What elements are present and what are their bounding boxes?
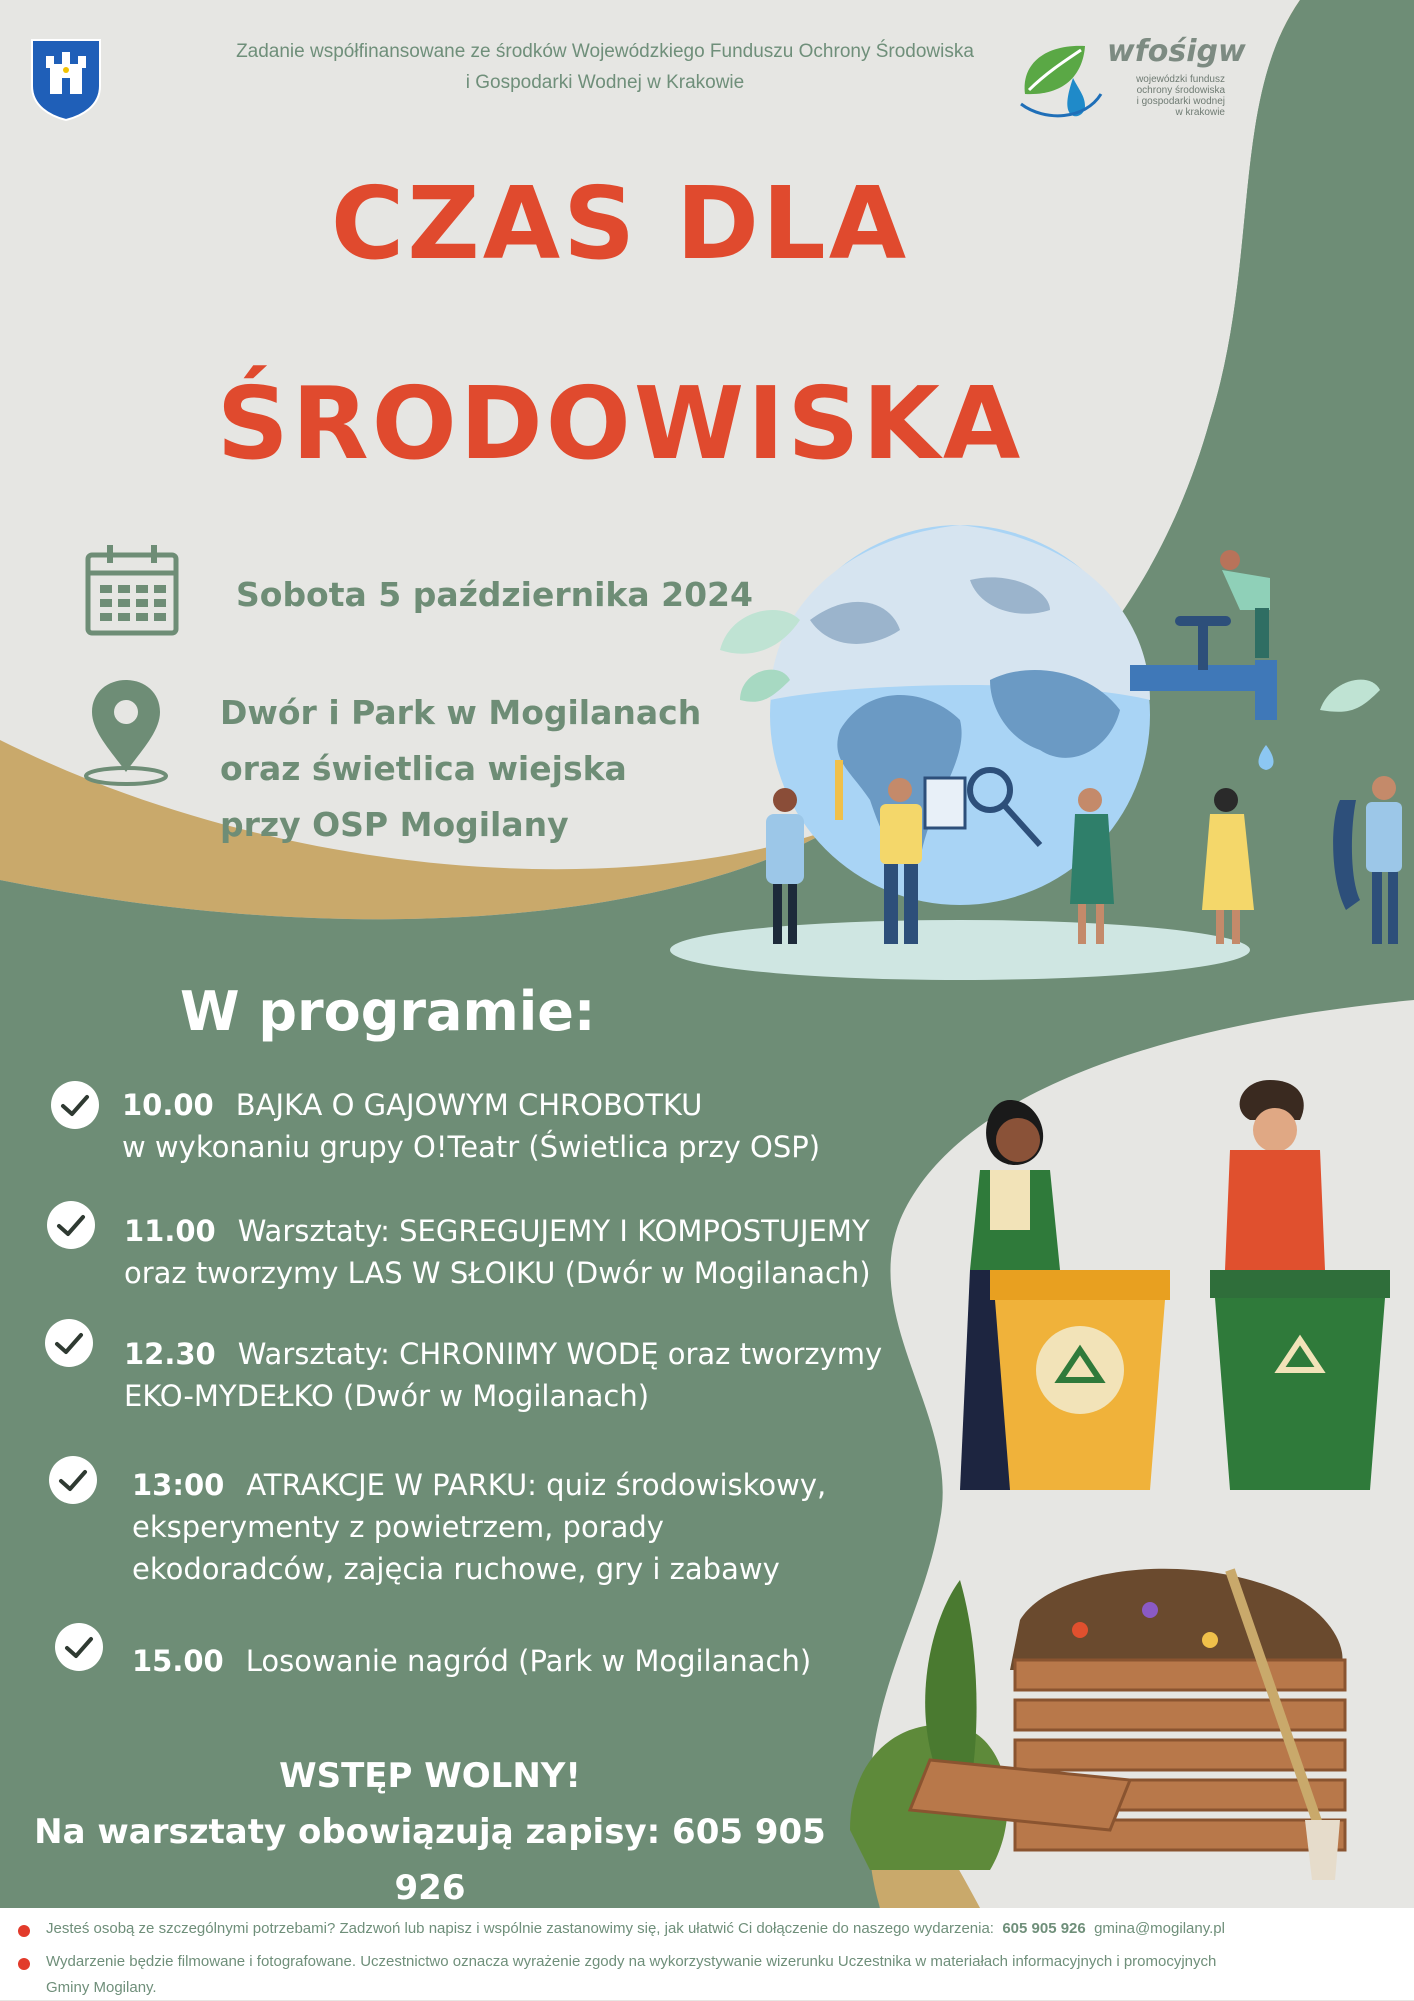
- check-icon: [50, 1080, 100, 1130]
- footer-phone: 605 905 926: [1002, 1920, 1086, 1937]
- program-item: 15.00 Losowanie nagród (Park w Mogilanach): [132, 1644, 812, 1678]
- registration-phone: Na warsztaty obowiązują zapisy: 605 905 926: [34, 1812, 826, 1908]
- free-entry: WSTĘP WOLNY!: [279, 1756, 581, 1796]
- cofinancing-line-2: i Gospodarki Wodnej w Krakowie: [465, 72, 745, 93]
- recycling-bins-illustration: [940, 1070, 1400, 1500]
- footer-email: gmina@mogilany.pl: [1094, 1920, 1225, 1937]
- program-item: 11.00 Warsztaty: SEGREGUJEMY I KOMPOSTUJEMY oraz tworzymy LAS W SŁOIKU (Dwór w Mogilanach): [124, 1214, 871, 1290]
- location-pin-icon: [82, 676, 170, 788]
- check-icon: [48, 1455, 98, 1505]
- program-item: 12.30 Warsztaty: CHRONIMY WODĘ oraz tworzymy EKO-MYDEŁKO (Dwór w Mogilanach): [124, 1337, 883, 1413]
- cofinancing-line-1: Zadanie współfinansowane ze środków Wojewódzkiego Funduszu Ochrony Środowiska: [236, 41, 974, 62]
- title-line-1: CZAS DLA: [330, 165, 910, 282]
- program-check-icon: [44, 1318, 94, 1372]
- calendar-icon: [84, 543, 180, 637]
- check-icon: [44, 1318, 94, 1368]
- wfosigw-logo: [1015, 34, 1246, 130]
- program-check-icon: [48, 1455, 98, 1509]
- globe-illustration: [670, 500, 1414, 980]
- location-line-2: oraz świetlica wiejska: [220, 749, 627, 788]
- program-check-icon: [50, 1080, 100, 1134]
- logo-name: wfośigw: [1107, 34, 1246, 69]
- program-item: 13:00 ATRAKCJE W PARKU: quiz środowiskowy, eksperymenty z powietrzem, porady ekodoradców, zajęcia ruchowe, gry i zabawy: [132, 1468, 827, 1586]
- check-icon: [54, 1622, 104, 1672]
- compost-illustration: [850, 1530, 1414, 1900]
- bullet-icon: [18, 1925, 30, 1937]
- location-line-3: przy OSP Mogilany: [220, 805, 569, 844]
- check-icon: [46, 1200, 96, 1250]
- bullet-icon: [18, 1958, 30, 1970]
- leaf-drop-icon: [1015, 34, 1105, 124]
- accessibility-note: Jesteś osobą ze szczególnymi potrzebami? Zadzwoń lub napisz i wspólnie zastanowimy się, jak ułatwić Ci dołączenie do naszego wydarzenia: 605 905 926 gmina@mogilany.pl: [46, 1920, 1225, 1937]
- cofinancing-note: [180, 36, 1030, 98]
- logo-subtitle: wojewódzki fundusz ochrony środowiska i gospodarki wodnej w krakowie: [1136, 74, 1225, 118]
- program-heading: W programie:: [180, 980, 596, 1043]
- recording-note: Wydarzenie będzie filmowane i fotografowane. Uczestnictwo oznacza wyrażenie zgody na wykorzystywanie wizerunku Uczestnika w materiałach informacyjnych i promocyjnych Gminy Mogilany.: [46, 1953, 1217, 1996]
- program-item: 10.00 BAJKA O GAJOWYM CHROBOTKU w wykonaniu grupy O!Teatr (Świetlica przy OSP): [122, 1088, 821, 1164]
- program-check-icon: [54, 1622, 104, 1676]
- location-line-1: Dwór i Park w Mogilanach: [220, 693, 702, 732]
- event-date: Sobota 5 października 2024: [236, 575, 753, 614]
- coat-of-arms-icon: [30, 38, 102, 122]
- admission-info: [0, 1748, 860, 1916]
- program-check-icon: [46, 1200, 96, 1254]
- title-line-2: ŚRODOWISKA: [216, 365, 1024, 482]
- event-location: [220, 685, 701, 853]
